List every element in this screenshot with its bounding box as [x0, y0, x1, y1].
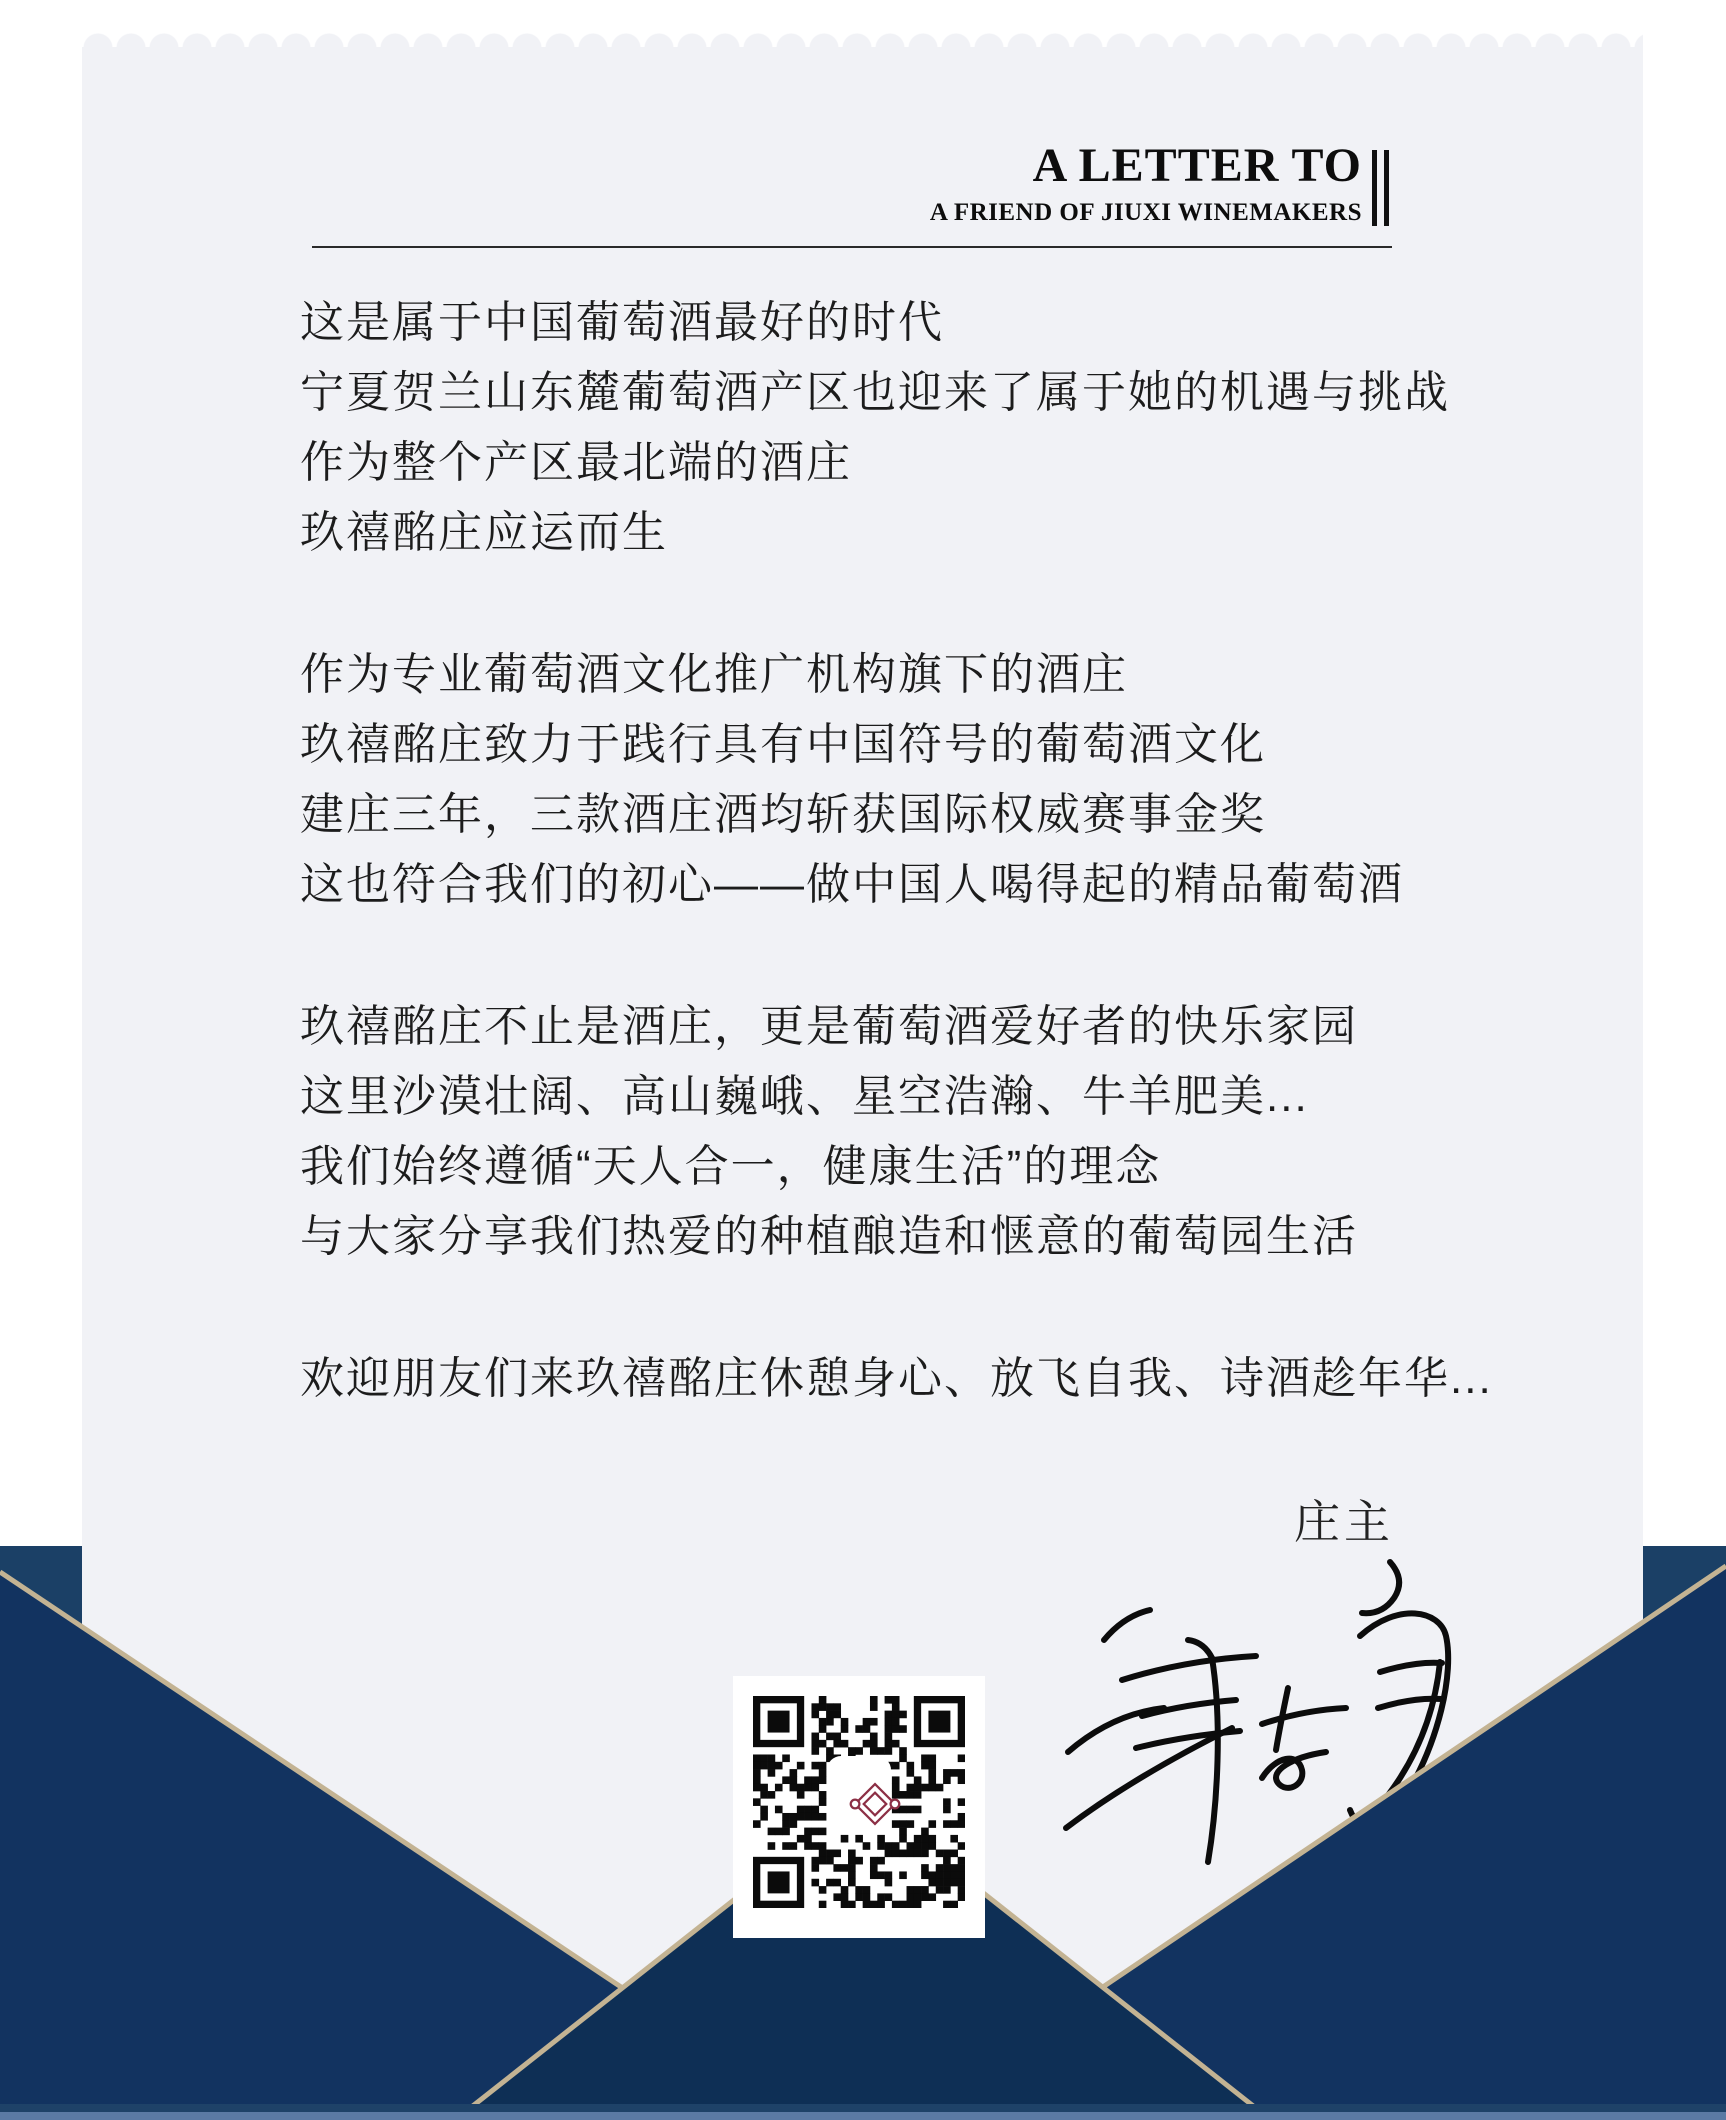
header-subtitle: A FRIEND OF JIUXI WINEMAKERS — [929, 199, 1362, 226]
paper-scalloped-edge — [82, 25, 1643, 48]
body-line: 这也符合我们的初心——做中国人喝得起的精品葡萄酒 — [300, 860, 1404, 909]
body-line: 这里沙漠壮阔、高山巍峨、星空浩瀚、牛羊肥美... — [300, 1072, 1309, 1121]
letter-body — [300, 288, 1493, 1486]
body-line: 欢迎朋友们来玖禧酩庄休憩身心、放飞自我、诗酒趁年华... — [300, 1354, 1493, 1403]
body-line: 这是属于中国葡萄酒最好的时代 — [300, 298, 944, 347]
body-line: 玖禧酩庄不止是酒庄，更是葡萄酒爱好者的快乐家园 — [300, 1002, 1358, 1051]
signoff-label: 庄主 — [1294, 1496, 1394, 1548]
paragraph — [300, 640, 1480, 920]
qr-code — [733, 1676, 985, 1938]
body-line: 建庄三年，三款酒庄酒均斩获国际权威赛事金奖 — [300, 790, 1266, 839]
body-line: 我们始终遵循“天人合一，健康生活”的理念 — [300, 1142, 1162, 1191]
double-bar-ornament-icon — [1372, 150, 1394, 226]
body-line: 玖禧酩庄致力于践行具有中国符号的葡萄酒文化 — [300, 720, 1266, 769]
header-title: A LETTER TO — [1032, 139, 1362, 192]
winery-logo-icon — [829, 1758, 889, 1818]
paragraph — [300, 288, 1480, 568]
paragraph — [300, 992, 1480, 1272]
body-line: 与大家分享我们热爱的种植酿造和惬意的葡萄园生活 — [300, 1212, 1358, 1261]
body-line: 作为专业葡萄酒文化推广机构旗下的酒庄 — [300, 650, 1128, 699]
paragraph — [300, 1344, 1493, 1414]
header-divider — [312, 246, 1392, 248]
body-line: 玖禧酩庄应运而生 — [300, 508, 668, 557]
body-line: 宁夏贺兰山东麓葡萄酒产区也迎来了属于她的机遇与挑战 — [300, 368, 1450, 417]
body-line: 作为整个产区最北端的酒庄 — [300, 438, 852, 487]
